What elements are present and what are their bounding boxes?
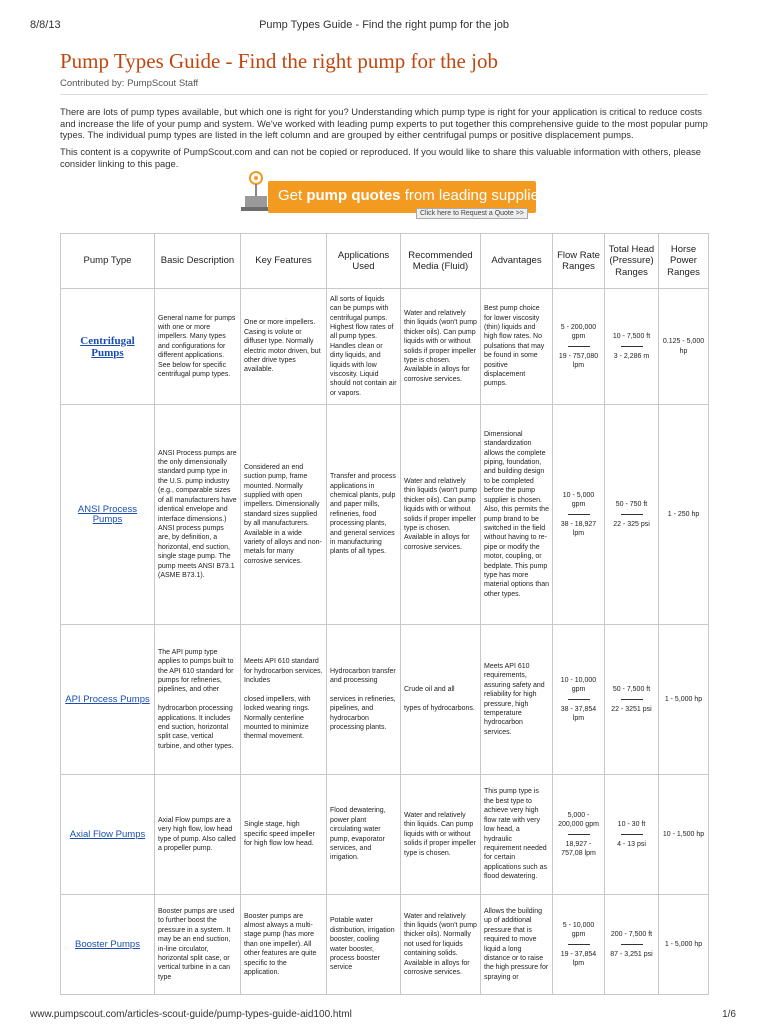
head-ft: 200 - 7,500 ft	[610, 931, 653, 939]
cell-horse-power: 10 - 1,500 hp	[659, 775, 709, 895]
header-key-features: Key Features	[241, 234, 327, 289]
page-title: Pump Types Guide - Find the right pump for the job	[60, 49, 498, 73]
cell-flow-rate	[553, 289, 605, 405]
cell-total-head	[605, 775, 659, 895]
flow-gpm: 10 - 5,000 gpm	[562, 491, 595, 509]
cell-media: Water and relatively thin liquids (won't pump thicker oils). Can pump liquids with or without solids if proper impeller type is chosen. Available in alloys for corrosive services.	[401, 405, 481, 625]
head-ft: 50 - 750 ft	[615, 501, 648, 509]
table-row	[61, 625, 709, 775]
cell-flow-rate	[553, 625, 605, 775]
cell-flow-rate	[553, 895, 605, 995]
flow-lpm: 38 - 18,927 lpm	[560, 520, 597, 537]
head-ft: 50 - 7,500 ft	[612, 686, 651, 694]
cell-features: Single stage, high specific speed impeller for high flow low head.	[241, 775, 327, 895]
cell-description: The API pump type applies to pumps built to the API 610 standard for pumps for refineries, pipelines, and other hydrocarbon processing applications. It includes end suction, horizontal split case, vertical turbine, and other types.	[155, 625, 241, 775]
copyright-paragraph: This content is a copywrite of PumpScout.com and can not be copied or reproduced. If you would like to share this valuable information with others, please consider linking to this page.	[60, 146, 701, 169]
cell-features: Meets API 610 standard for hydrocarbon services. Includes closed impellers, with locked wearing rings. Normally centerline mounted to minimize thermal movement.	[241, 625, 327, 775]
pump-link-booster[interactable]: Booster Pumps	[61, 895, 155, 995]
table-row	[61, 775, 709, 895]
cell-total-head	[605, 405, 659, 625]
print-header-title: Pump Types Guide - Find the right pump for the job	[259, 19, 509, 31]
table-row	[61, 895, 709, 995]
header-total-head: Total Head (Pressure) Ranges	[605, 234, 659, 289]
cell-applications: Potable water distribution, irrigation booster, cooling water booster, process booster service	[327, 895, 401, 995]
cell-flow-rate	[553, 405, 605, 625]
footer-page-number: 1/6	[722, 1009, 736, 1020]
print-date: 8/8/13	[30, 19, 61, 31]
cell-features: Considered an end suction pump, frame mounted. Normally supplied with open impellers. Dimensionally standard sizes supplied by all manufacturers. Available in a wide variety of alloys and non-metals for many corrosive services.	[241, 405, 327, 625]
cell-flow-rate	[553, 775, 605, 895]
cell-description: Axial Flow pumps are a very high flow, low head type of pump. Also called a propeller pump.	[155, 775, 241, 895]
header-pump-type: Pump Type	[61, 234, 155, 289]
cell-advantages: Meets API 610 requirements, assuring safety and reliability for high pressure, high temperature hydrocarbon services.	[481, 625, 553, 775]
cell-total-head	[605, 895, 659, 995]
cell-media: Crude oil and all types of hydrocarbons.	[401, 625, 481, 775]
cell-total-head	[605, 289, 659, 405]
header-advantages: Advantages	[481, 234, 553, 289]
header-horse-power: Horse Power Ranges	[659, 234, 709, 289]
table-row	[61, 405, 709, 625]
pump-types-table	[60, 233, 709, 995]
cell-features: One or more impellers. Casing is volute or diffuser type. Normally electric motor driven, but other drive types available.	[241, 289, 327, 405]
head-psi: 22 - 3251 psi	[611, 705, 652, 713]
cell-horse-power: 0.125 - 5,000 hp	[659, 289, 709, 405]
cell-applications: All sorts of liquids can be pumps with centrifugal pumps. Highest flow rates of all pump types. Handles clean or dirty liquids, and liquids with low viscosity. Liquid should not contain air or vapors.	[327, 289, 401, 405]
table-header-row	[61, 234, 709, 289]
flow-lpm: 18,927 - 757,08 lpm	[561, 840, 596, 857]
quote-banner[interactable]	[236, 168, 556, 224]
flow-gpm: 5,000 - 200,000 gpm	[558, 811, 599, 829]
quote-banner-text: Get pump quotes from leading suppliers.	[278, 187, 556, 204]
footer-url: www.pumpscout.com/articles-scout-guide/pump-types-guide-aid100.html	[30, 1009, 352, 1020]
cell-horse-power: 1 - 250 hp	[659, 405, 709, 625]
table-row	[61, 289, 709, 405]
cell-horse-power: 1 - 5,000 hp	[659, 625, 709, 775]
header-flow-rate: Flow Rate Ranges	[553, 234, 605, 289]
header-applications: Applications Used	[327, 234, 401, 289]
flow-lpm: 19 - 757,080 lpm	[558, 352, 599, 369]
cell-media: Water and relatively thin liquids (won't pump thicker oils). Normally not used for liquids containing solids. Available in alloys for corrosive services.	[401, 895, 481, 995]
flow-gpm: 10 - 10,000 gpm	[560, 676, 597, 694]
cell-horse-power: 1 - 5,000 hp	[659, 895, 709, 995]
intro-paragraph: There are lots of pump types available, but which one is right for you? Understanding which pump type is right for your application is critical to reduce costs and increase the life of your pump and system. We've worked with leading pump experts to put together this comprehensive guide to the most popular pump types. The individual pump types are listed in the left column and are grouped by either centrifugal pumps or positive displacement pumps.	[60, 106, 708, 141]
cell-advantages: Allows the building up of additional pressure that is required to move liquid a long distance or to raise the high pressure for spraying or	[481, 895, 553, 995]
flow-gpm: 5 - 10,000 gpm	[562, 921, 595, 939]
cell-advantages: This pump type is the best type to achieve very high flow rate with very low head, a hydraulic requirement needed for certain applications such as flood dewatering.	[481, 775, 553, 895]
cell-applications: Hydrocarbon transfer and processing services in refineries, pipelines, and hydrocarbon processing plants.	[327, 625, 401, 775]
head-psi: 87 - 3,251 psi	[610, 950, 653, 958]
flow-lpm: 19 - 37,854 lpm	[560, 950, 597, 967]
cell-features: Booster pumps are almost always a multi-stage pump (has more than one impeller). All other features are quite specific to the application.	[241, 895, 327, 995]
head-ft: 10 - 30 ft	[617, 821, 646, 829]
head-metric: 3 - 2,286 m	[613, 352, 650, 360]
pump-link-ansi-process[interactable]: ANSI Process Pumps	[61, 405, 155, 625]
cell-media: Water and relatively thin liquids. Can pump liquids with or without solids if proper impeller type is chosen.	[401, 775, 481, 895]
cell-applications: Transfer and process applications in chemical plants, pulp and paper mills, refineries, food processing plants, and general services in manufacturing plants of all types.	[327, 405, 401, 625]
head-psi: 4 - 13 psi	[617, 840, 646, 848]
cell-total-head	[605, 625, 659, 775]
head-ft: 10 - 7,500 ft	[612, 333, 651, 341]
cell-description: Booster pumps are used to further boost the pressure in a system. It may be an end suction, in-line circulator, horizontal split case, or vertical turbine in a can type	[155, 895, 241, 995]
cell-advantages: Best pump choice for lower viscosity (thin) liquids and high flow rates. No pulsations that may be found in some positive displacement pumps.	[481, 289, 553, 405]
flow-lpm: 38 - 37,854 lpm	[560, 705, 597, 722]
pump-link-api-process[interactable]: API Process Pumps	[61, 625, 155, 775]
cell-description: ANSI Process pumps are the only dimensionally standard pump type in the U.S. pump industry (e.g., comparable sizes of all manufacturers have identical envelope and interface dimensions.) ANSI process pumps are, by definition, a horizontal, end suction, single stage pump. The pump meets ANSI B73.1 (ASME B73.1).	[155, 405, 241, 625]
cell-applications: Flood dewatering, power plant circulating water pump, evaporator services, and irrigation.	[327, 775, 401, 895]
cell-media: Water and relatively thin liquids (won't pump thicker oils). Can pump liquids with or without solids if proper impeller type is chosen. Available in alloys for corrosive services.	[401, 289, 481, 405]
byline: Contributed by: PumpScout Staff	[60, 78, 199, 89]
cell-advantages: Dimensional standardization allows the complete piping, foundation, and building design to be completed before the pump supplier is chosen. Also, this permits the pump brand to be switched in the field without having to re-pipe or modify the motor, coupling, or bedplate. This pump type has more material options than other types.	[481, 405, 553, 625]
header-basic-description: Basic Description	[155, 234, 241, 289]
request-quote-link[interactable]: Click here to Request a Quote >>	[416, 208, 528, 219]
flow-gpm: 5 - 200,000 gpm	[560, 323, 597, 341]
cell-description: General name for pumps with one or more impellers. Many types and configurations for different applications. See below for specific centrifugal pump types.	[155, 289, 241, 405]
header-media: Recommended Media (Fluid)	[401, 234, 481, 289]
head-psi: 22 - 325 psi	[613, 520, 650, 528]
title-rule	[60, 94, 708, 95]
pump-link-axial-flow[interactable]: Axial Flow Pumps	[61, 775, 155, 895]
pump-link-centrifugal[interactable]: Centrifugal Pumps	[61, 289, 155, 405]
